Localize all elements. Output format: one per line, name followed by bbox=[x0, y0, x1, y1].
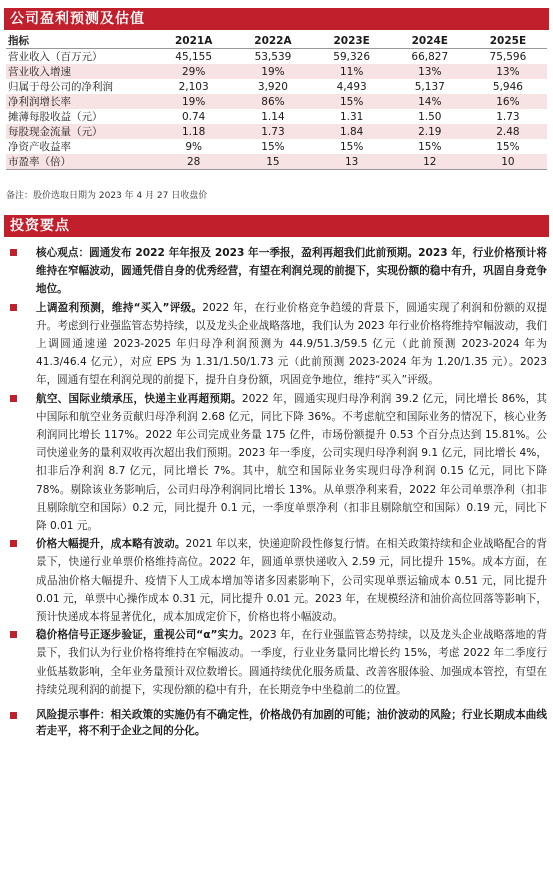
table-row bbox=[6, 139, 547, 154]
row-label: 营业收入（百万元） bbox=[8, 51, 103, 63]
row-label: 摊薄每股收益（元） bbox=[8, 111, 103, 123]
row-label: 净资产收益率 bbox=[8, 141, 71, 153]
row-label: 每股现金流量（元） bbox=[6, 124, 154, 139]
investment-points-list bbox=[6, 244, 547, 739]
table-cell: 29% bbox=[154, 64, 233, 79]
square-bullet-icon bbox=[10, 395, 17, 402]
point-text bbox=[6, 535, 547, 626]
row-label: 净利润增长率 bbox=[6, 94, 154, 109]
table-cell: 1.50 bbox=[418, 110, 442, 123]
table-row bbox=[6, 94, 547, 109]
table-cell: 5,137 bbox=[414, 80, 445, 93]
table-cell: 53,539 bbox=[254, 50, 292, 63]
table-cell: 12 bbox=[391, 154, 469, 170]
table-cell: 28 bbox=[154, 154, 233, 170]
investment-point bbox=[6, 535, 547, 626]
point-body: 2022 年，圆通实现归母净利润 39.2 亿元，同比增长 86%，其中国际和航空业务贡献归母净利润 2.68 亿元，同比下降 36%。不考虑航空和国际业务的情况下，核心业务利润同比增长 117%。2022 年公司完成业务量 175 亿件，市场份额提升 0.53 个百分点达到 15.81%。公司快递业务的量利双收再次超出我们预期。2023 年一季度，公司实现归母净利润 9.1 亿元，同比增长 4%，扣非后净利润 8.7 亿元，同比增长 7%。其中，航空和国际业务实现归母净利润 0.15 亿元，同比下降 78%。剔除该业务影响后，公司归母净利润同比增长 13%。从单票净利来看，2022 年公司单票净利（扣非且剔除航空和国际）0.2 元，同比提升 0.1 元，一季度单票净利（扣非且剔除航空和国际）0.19 元，同比下降 0.01 元。 bbox=[36, 392, 548, 533]
table-cell: 19% bbox=[154, 94, 233, 109]
table-cell: 13 bbox=[313, 154, 391, 170]
investment-point bbox=[6, 626, 547, 699]
table-cell: 19% bbox=[233, 64, 312, 79]
table-cell: 15% bbox=[418, 140, 442, 153]
table-note: 备注：股价选取日期为 2023 年 4 月 27 日收盘价 bbox=[6, 191, 208, 201]
table-cell: 45,155 bbox=[175, 50, 213, 63]
square-bullet-icon bbox=[10, 712, 17, 719]
header-cell: 2022A bbox=[233, 33, 312, 49]
point-text bbox=[6, 626, 547, 699]
table-cell: 1.84 bbox=[313, 124, 391, 139]
table-cell: 4,493 bbox=[336, 80, 367, 93]
earnings-forecast-table bbox=[6, 33, 547, 170]
point-lead: 核心观点：圆通发布 2022 年年报及 2023 年一季报，盈利再超我们此前预期。2023 年，行业价格预计将维持在窄幅波动，圆通凭借自身的优秀经营，有望在利润兑现的前提下，实现份额的稳中有升，巩固自身竞争地位。 bbox=[36, 247, 547, 296]
point-text bbox=[6, 390, 547, 536]
header-cell: 2025E bbox=[469, 33, 547, 49]
square-bullet-icon bbox=[10, 249, 17, 256]
table-cell: 1.14 bbox=[261, 110, 285, 123]
table-cell: 1.18 bbox=[154, 124, 233, 139]
investment-point bbox=[6, 707, 547, 739]
table-cell: 13% bbox=[391, 64, 469, 79]
point-body: 2021 年以来，快递迎阶段性修复行情。在相关政策持续和企业战略配合的背景下，快递行业单票价格维持高位。2022 年，圆通单票快递收入 2.59 元，同比提升 15%。成本方面，在成品油价格大幅提升、疫情下人工成本增加等诸多因素影响下，公司实现单票运输成本 0.51 元，同比提升 0.01 元，单票中心操作成本 0.31 元，同比提升 0.01 元。2023 年，在规模经济和油价高位回落等影响下，预计快递成本将显著优化，成本加成定价下，价格也将小幅波动。 bbox=[36, 538, 548, 624]
point-text bbox=[6, 707, 547, 739]
row-label: 归属于母公司的净利润 bbox=[8, 81, 113, 93]
point-lead: 稳价格信号正逐步验证，重视公司“α”实力。 bbox=[36, 629, 250, 642]
point-body: 2022 年，在行业价格竞争趋缓的背景下，圆通实现了利润和份额的双提升。考虑到行业强监管态势持续，以及龙头企业战略落地，我们认为 2023 年行业价格将维持窄幅波动，我们上调圆通速递 2023-2025 年归母净利润预测为 44.9/51.3/59.5 亿元（此前预测 2023-2024 年为 41.3/46.4 亿元），对应 EPS 为 1.31/1.50/1.73 元（此前预测 2023-2024 年为 1.20/1.35 元）。2023 年，圆通有望在利润兑现的前提下，提升自身份额，巩固竞争地位，维持“买入”评级。 bbox=[36, 301, 547, 387]
table-row bbox=[6, 64, 547, 79]
table-cell: 15% bbox=[261, 140, 285, 153]
table-cell: 14% bbox=[391, 94, 469, 109]
table-cell: 9% bbox=[185, 140, 202, 153]
table-cell: 86% bbox=[233, 94, 312, 109]
point-lead: 风险提示事件：相关政策的实施仍有不确定性，价格战仍有加剧的可能；油价波动的风险；行业长期成本曲线若走平，将不利于企业之间的分化。 bbox=[36, 709, 547, 738]
square-bullet-icon bbox=[10, 540, 17, 547]
table-cell: 2,103 bbox=[178, 80, 209, 93]
point-body: 2023 年，在行业强监管态势持续，以及龙头企业战略落地的背景下，我们认为行业价格将维持在窄幅波动。一季度，行业业务量同比增长约 15%，考虑 2022 年二季度行业低基数影响，全年业务量预计双位数增长。圆通持续优化服务质量、改善客服体验、加强成本管控，有望在持续兑现利润的前提下，实现份额的稳中有升，在长期竞争中坐稳前二的位置。 bbox=[36, 629, 548, 696]
investment-point bbox=[6, 244, 547, 299]
table-cell: 13% bbox=[469, 64, 547, 79]
table-cell: 15% bbox=[339, 140, 364, 153]
investment-point bbox=[6, 299, 547, 390]
table-row bbox=[6, 79, 547, 94]
square-bullet-icon bbox=[10, 304, 17, 311]
point-lead: 航空、国际业绩承压，快递主业再超预期。 bbox=[36, 392, 242, 405]
table-cell: 75,596 bbox=[489, 50, 527, 63]
point-lead: 上调盈利预测，维持“买入”评级。 bbox=[36, 301, 203, 314]
table-cell: 2.19 bbox=[391, 124, 469, 139]
point-text bbox=[6, 244, 547, 299]
table-header-row bbox=[6, 33, 547, 49]
header-cell: 指标 bbox=[6, 33, 154, 49]
square-bullet-icon bbox=[10, 631, 17, 638]
table-row bbox=[6, 109, 547, 124]
header-cell: 2024E bbox=[391, 33, 469, 49]
table-cell: 2.48 bbox=[469, 124, 547, 139]
table-row bbox=[6, 154, 547, 170]
table-cell: 1.73 bbox=[233, 124, 312, 139]
table-cell: 15 bbox=[233, 154, 312, 170]
row-label: 营业收入增速 bbox=[6, 64, 154, 79]
header-cell: 2023E bbox=[313, 33, 391, 49]
table-cell: 3,920 bbox=[257, 80, 288, 93]
table-row bbox=[6, 124, 547, 139]
point-lead: 价格大幅提升，成本略有波动。 bbox=[36, 538, 186, 551]
table-cell: 1.73 bbox=[496, 110, 520, 123]
table-cell: 59,326 bbox=[333, 50, 371, 63]
header-cell: 2021A bbox=[154, 33, 233, 49]
table-cell: 5,946 bbox=[492, 80, 523, 93]
table-cell: 15% bbox=[313, 94, 391, 109]
table-cell: 11% bbox=[313, 64, 391, 79]
table-cell: 15% bbox=[496, 140, 520, 153]
table-cell: 66,827 bbox=[411, 50, 449, 63]
table-cell: 10 bbox=[469, 154, 547, 170]
table-cell: 16% bbox=[469, 94, 547, 109]
row-label: 市盈率（倍） bbox=[6, 154, 154, 170]
table-cell: 1.31 bbox=[339, 110, 364, 123]
table-cell: 0.74 bbox=[181, 110, 206, 123]
point-text bbox=[6, 299, 547, 390]
table-row bbox=[6, 49, 547, 65]
investment-point bbox=[6, 390, 547, 536]
investment-points-section-title: 投资要点 bbox=[4, 215, 549, 237]
forecast-section-title: 公司盈利预测及估值 bbox=[4, 8, 549, 30]
